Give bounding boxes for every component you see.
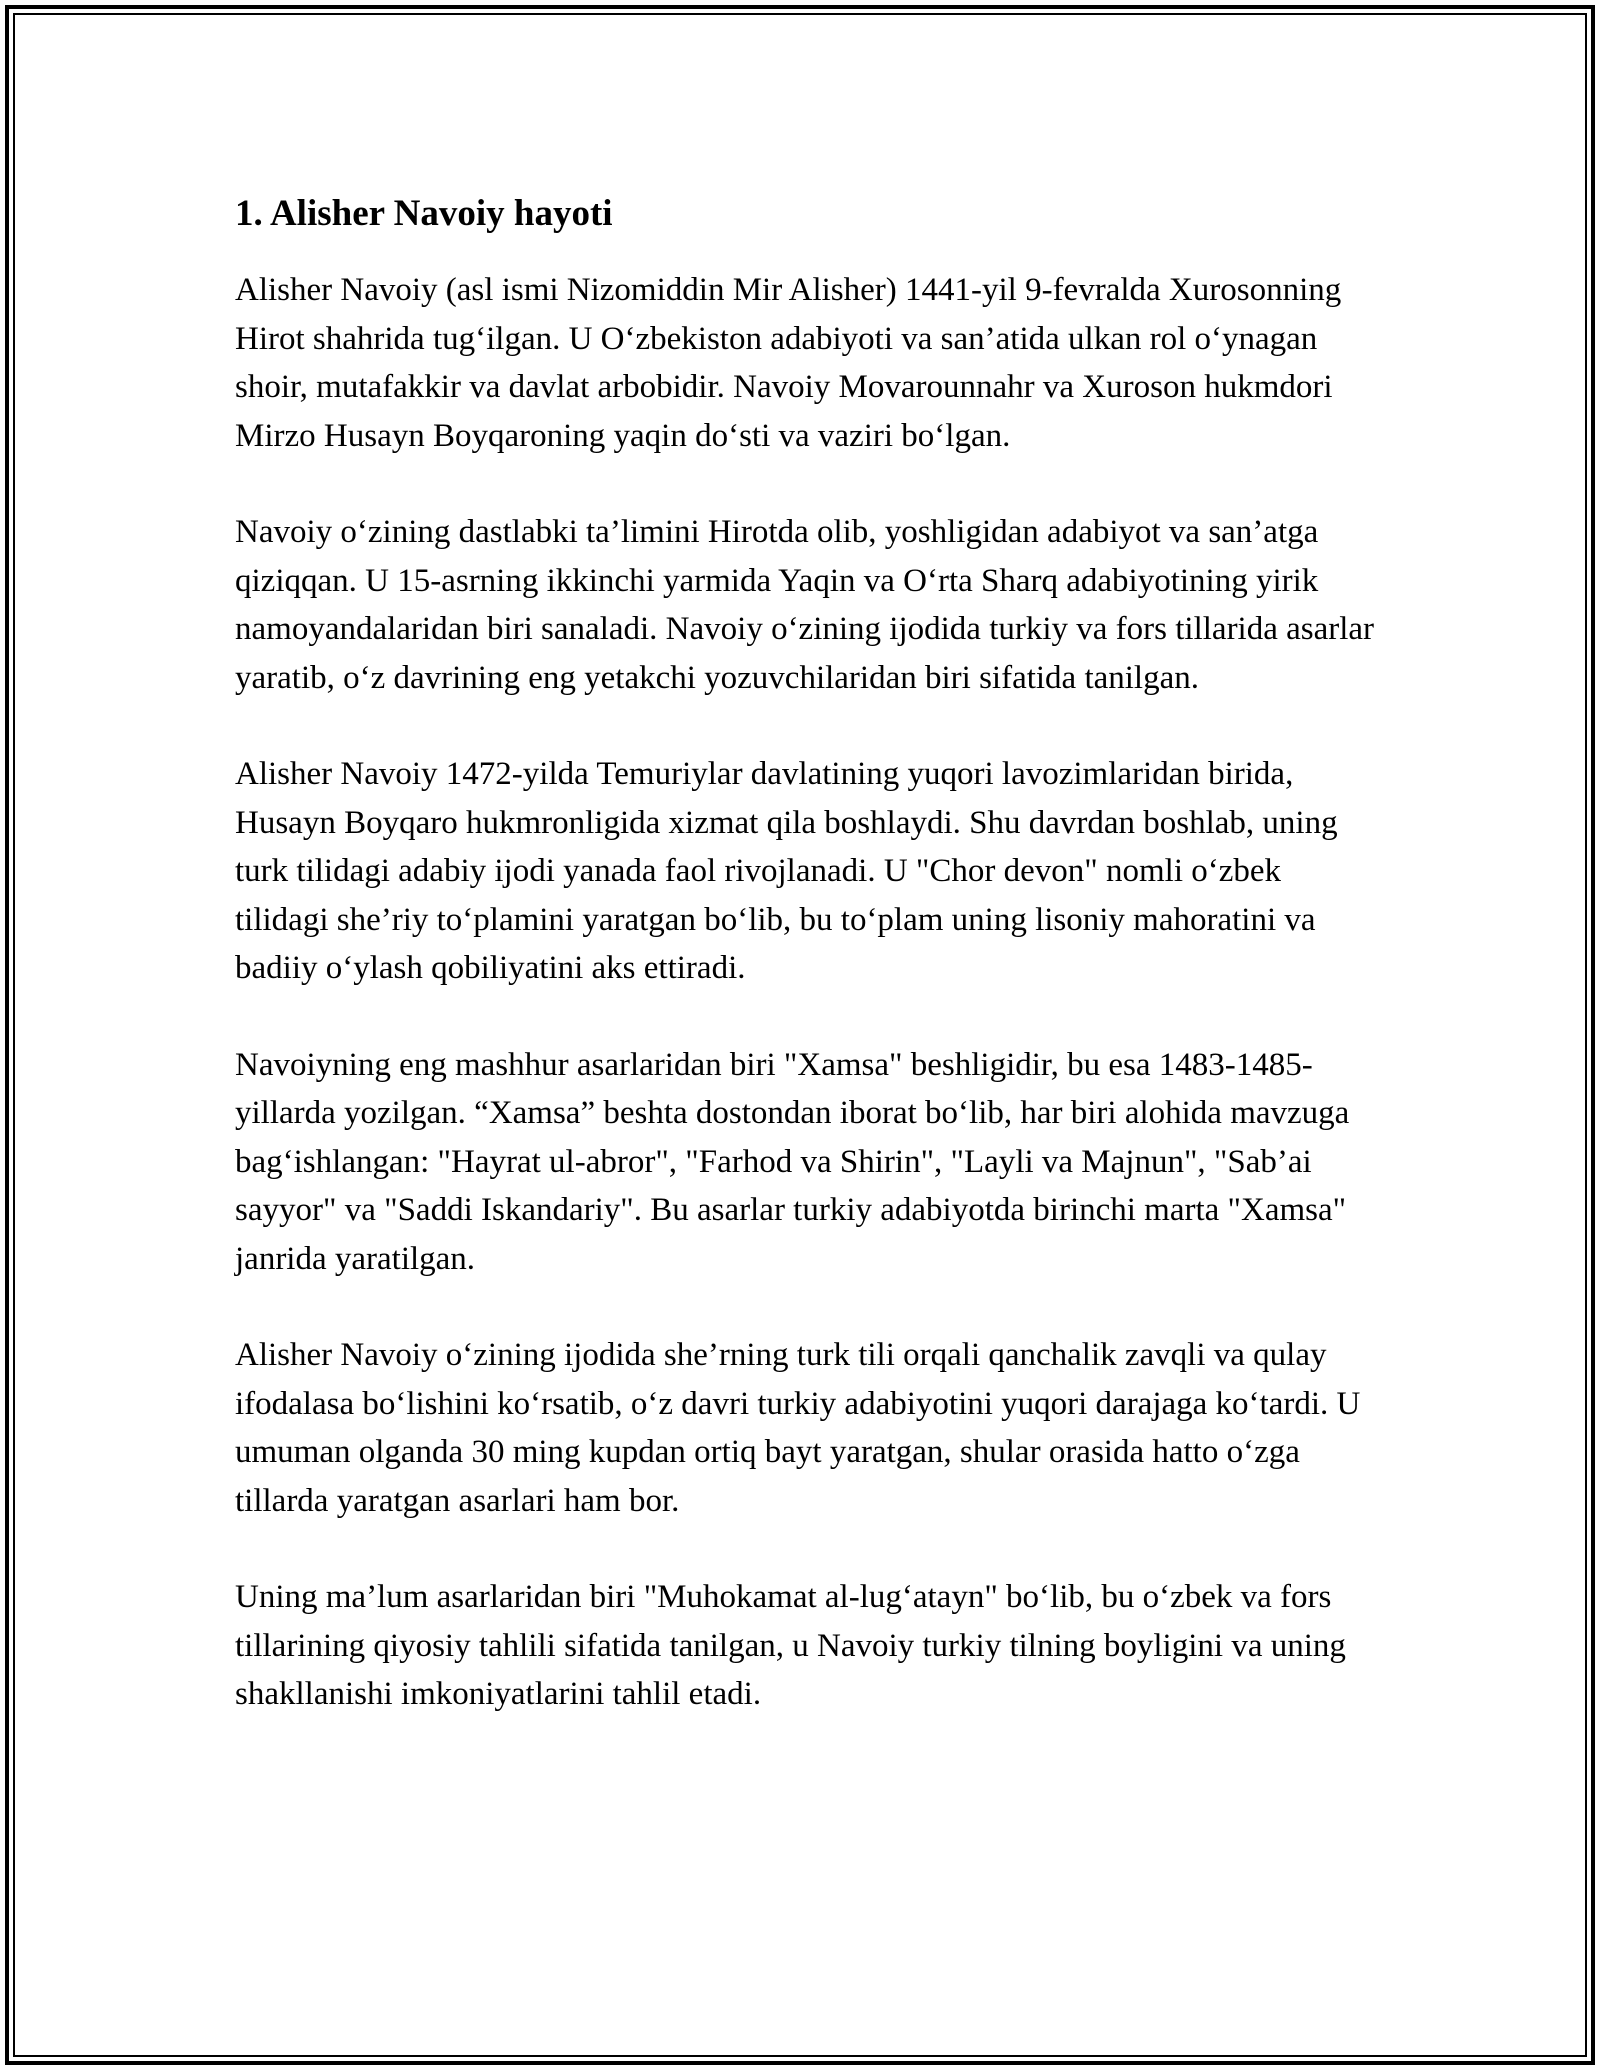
paragraph-4: Navoiyning eng mashhur asarlaridan biri "Xamsa" beshligidir, bu esa 1483-1485-yillarda yozilgan. “Xamsa” beshta dostondan iborat bo‘lib, har biri alohida mavzuga bag‘ishlangan: "Hayrat ul-abror", "Farhod va Shirin", "Layli va Majnun", "Sab’ai sayyor" va "Saddi Iskandariy". Bu asarlar turkiy adabiyotda birinchi marta "Xamsa" janrida yaratilgan. (235, 1046, 1350, 1277)
paragraph-3: Alisher Navoiy 1472-yilda Temuriylar davlatining yuqori lavozimlaridan birida, Husayn Boyqaro hukmronligida xizmat qila boshlaydi. Shu davrdan boshlab, uning turk tilidagi adabiy ijodi yanada faol rivojlanadi. U "Chor devon" nomli o‘zbek tilidagi she’riy to‘plamini yaratgan bo‘lib, bu to‘plam uning lisoniy mahoratini va badiiy o‘ylash qobiliyatini aks ettiradi. (235, 756, 1338, 986)
paragraph-2: Navoiy o‘zining dastlabki ta’limini Hirotda olib, yoshligidan adabiyot va san’atga qiziqqan. U 15-asrning ikkinchi yarmida Yaqin va O‘rta Sharq adabiyotining yirik namoyandalaridan biri sanaladi. Navoiy o‘zining ijodida turkiy va fors tillarida asarlar yaratib, o‘z davrining eng yetakchi yozuvchilaridan biri sifatida tanilgan. (235, 514, 1375, 696)
section-heading: 1. Alisher Navoiy hayoti (235, 193, 613, 234)
paragraph-5: Alisher Navoiy o‘zining ijodida she’rning turk tili orqali qanchalik zavqli va qulay ifodalasa bo‘lishini ko‘rsatib, o‘z davri turkiy adabiyotini yuqori darajaga ko‘tardi. U umuman olganda 30 ming kupdan ortiq bayt yaratgan, shular orasida hatto o‘zga tillarda yaratgan asarlari ham bor. (235, 1337, 1361, 1519)
paragraph-1: Alisher Navoiy (asl ismi Nizomiddin Mir Alisher) 1441-yil 9-fevralda Xurosonning Hirot shahrida tug‘ilgan. U O‘zbekiston adabiyoti va san’atida ulkan rol o‘ynagan shoir, mutafakkir va davlat arbobidir. Navoiy Movarounnahr va Xuroson hukmdori Mirzo Husayn Boyqaroning yaqin do‘sti va vaziri bo‘lgan. (235, 272, 1342, 454)
paragraph-6: Uning ma’lum asarlaridan biri "Muhokamat al-lug‘atayn" bo‘lib, bu o‘zbek va fors tillarining qiyosiy tahlili sifatida tanilgan, u Navoiy turkiy tilning boyligini va uning shakllanishi imkoniyatlarini tahlil etadi. (235, 1579, 1346, 1712)
document-body (235, 188, 1375, 1767)
